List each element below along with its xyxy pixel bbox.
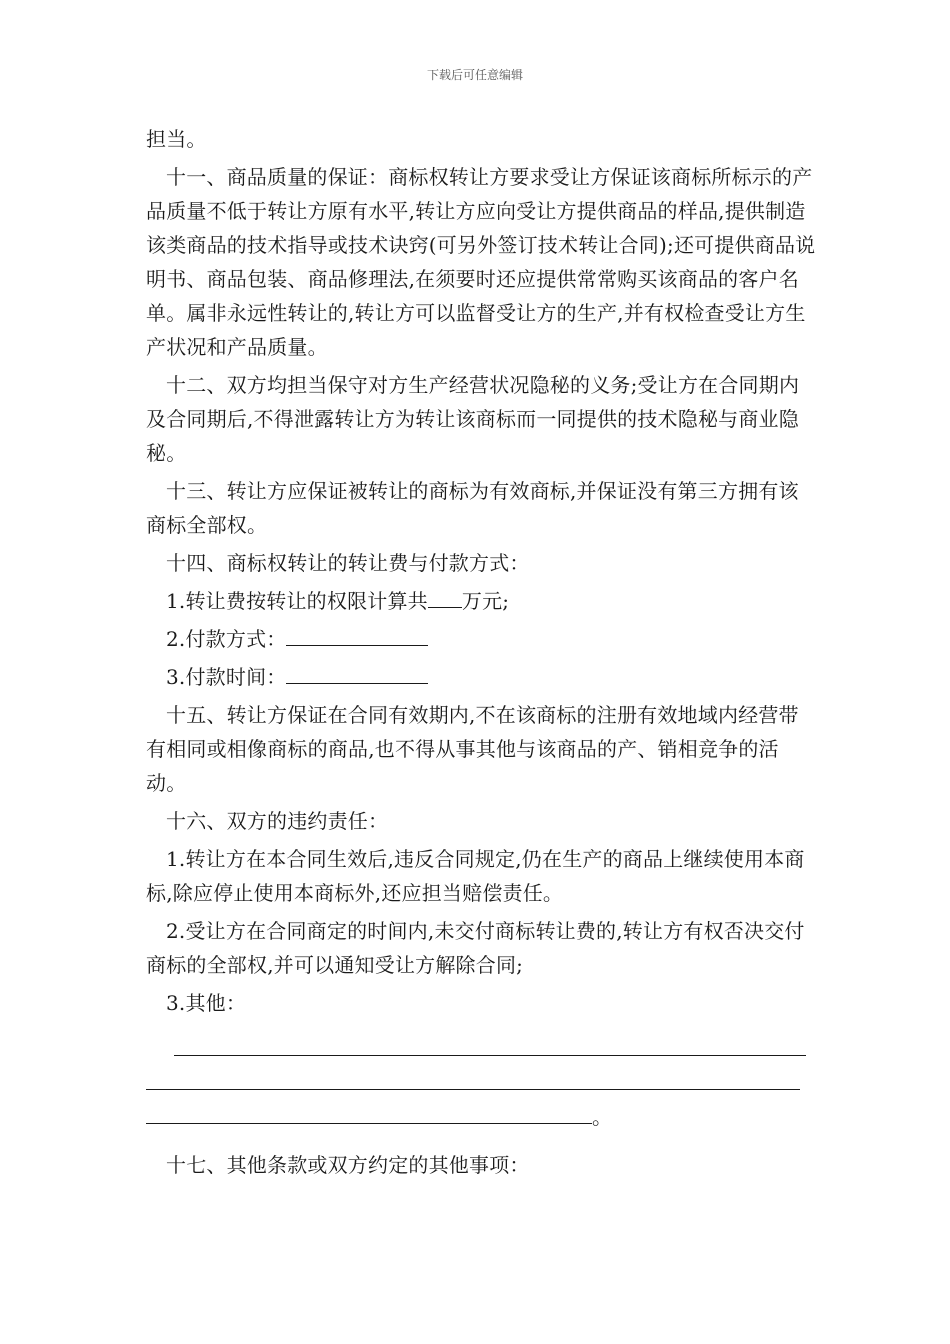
clause-16-item-2: 2.受让方在合同商定的时间内,未交付商标转让费的,转让方有权否决交付商标的全部权,并可以通知受让方解除合同; (146, 919, 805, 977)
clause-14-item-1 (146, 584, 816, 618)
fill-line (146, 1123, 592, 1124)
amount-blank (428, 585, 462, 608)
clause-14-item-2 (146, 622, 816, 656)
clause-14-item-3 (146, 660, 816, 694)
clause-16-item-3: 3.其他： (166, 991, 247, 1015)
clause-16: 十六、双方的违约责任： (166, 809, 389, 833)
fill-line (174, 1055, 806, 1056)
line-end-mark: 。 (592, 1105, 612, 1129)
clause-13: 十三、转让方应保证被转让的商标为有效商标,并保证没有第三方拥有该商标全部权。 (146, 479, 799, 537)
clause-14-item-3-text: 3.付款时间： (166, 665, 287, 689)
fill-line-row-3 (146, 1098, 816, 1132)
paragraph-continuation: 担当。 (146, 127, 207, 151)
clause-14-item-1-text: 1.转让费按转让的权限计算共 (166, 589, 428, 613)
clause-14-item-1-unit: 万元; (461, 589, 510, 613)
fill-line-row-2 (146, 1064, 816, 1098)
page-header: 下载后可任意编辑 (426, 68, 523, 82)
clause-15: 十五、转让方保证在合同有效期内,不在该商标的注册有效地域内经营带有相同或相像商标的商品,也不得从事其他与该商品的产、销相竞争的活动。 (146, 703, 799, 795)
payment-method-blank (286, 623, 428, 646)
fill-line (146, 1089, 800, 1090)
payment-time-blank (286, 661, 428, 684)
document-body (146, 122, 816, 1186)
clause-11: 十一、商品质量的保证：商标权转让方要求受让方保证该商标所标示的产品质量不低于转让方原有水平,转让方应向受让方提供商品的样品,提供制造该类商品的技术指导或技术诀窍(可另外签订技术转让合同);还可提供商品说明书、商品包装、商品修理法,在须要时还应提供常常购买该商品的客户名单。属非永远性转让的,转让方可以监督受让方的生产,并有权检查受让方生产状况和产品质量。 (146, 165, 816, 359)
clause-14-item-2-text: 2.付款方式： (166, 627, 287, 651)
clause-17: 十七、其他条款或双方约定的其他事项： (166, 1153, 530, 1177)
fill-line-row-1 (146, 1024, 816, 1064)
clause-14: 十四、商标权转让的转让费与付款方式： (166, 551, 530, 575)
clause-16-item-1: 1.转让方在本合同生效后,违反合同规定,仍在生产的商品上继续使用本商标,除应停止使用本商标外,还应担当赔偿责任。 (146, 847, 805, 905)
clause-12: 十二、双方均担当保守对方生产经营状况隐秘的义务;受让方在合同期内及合同期后,不得泄露转让方为转让该商标而一同提供的技术隐秘与商业隐秘。 (146, 373, 800, 465)
